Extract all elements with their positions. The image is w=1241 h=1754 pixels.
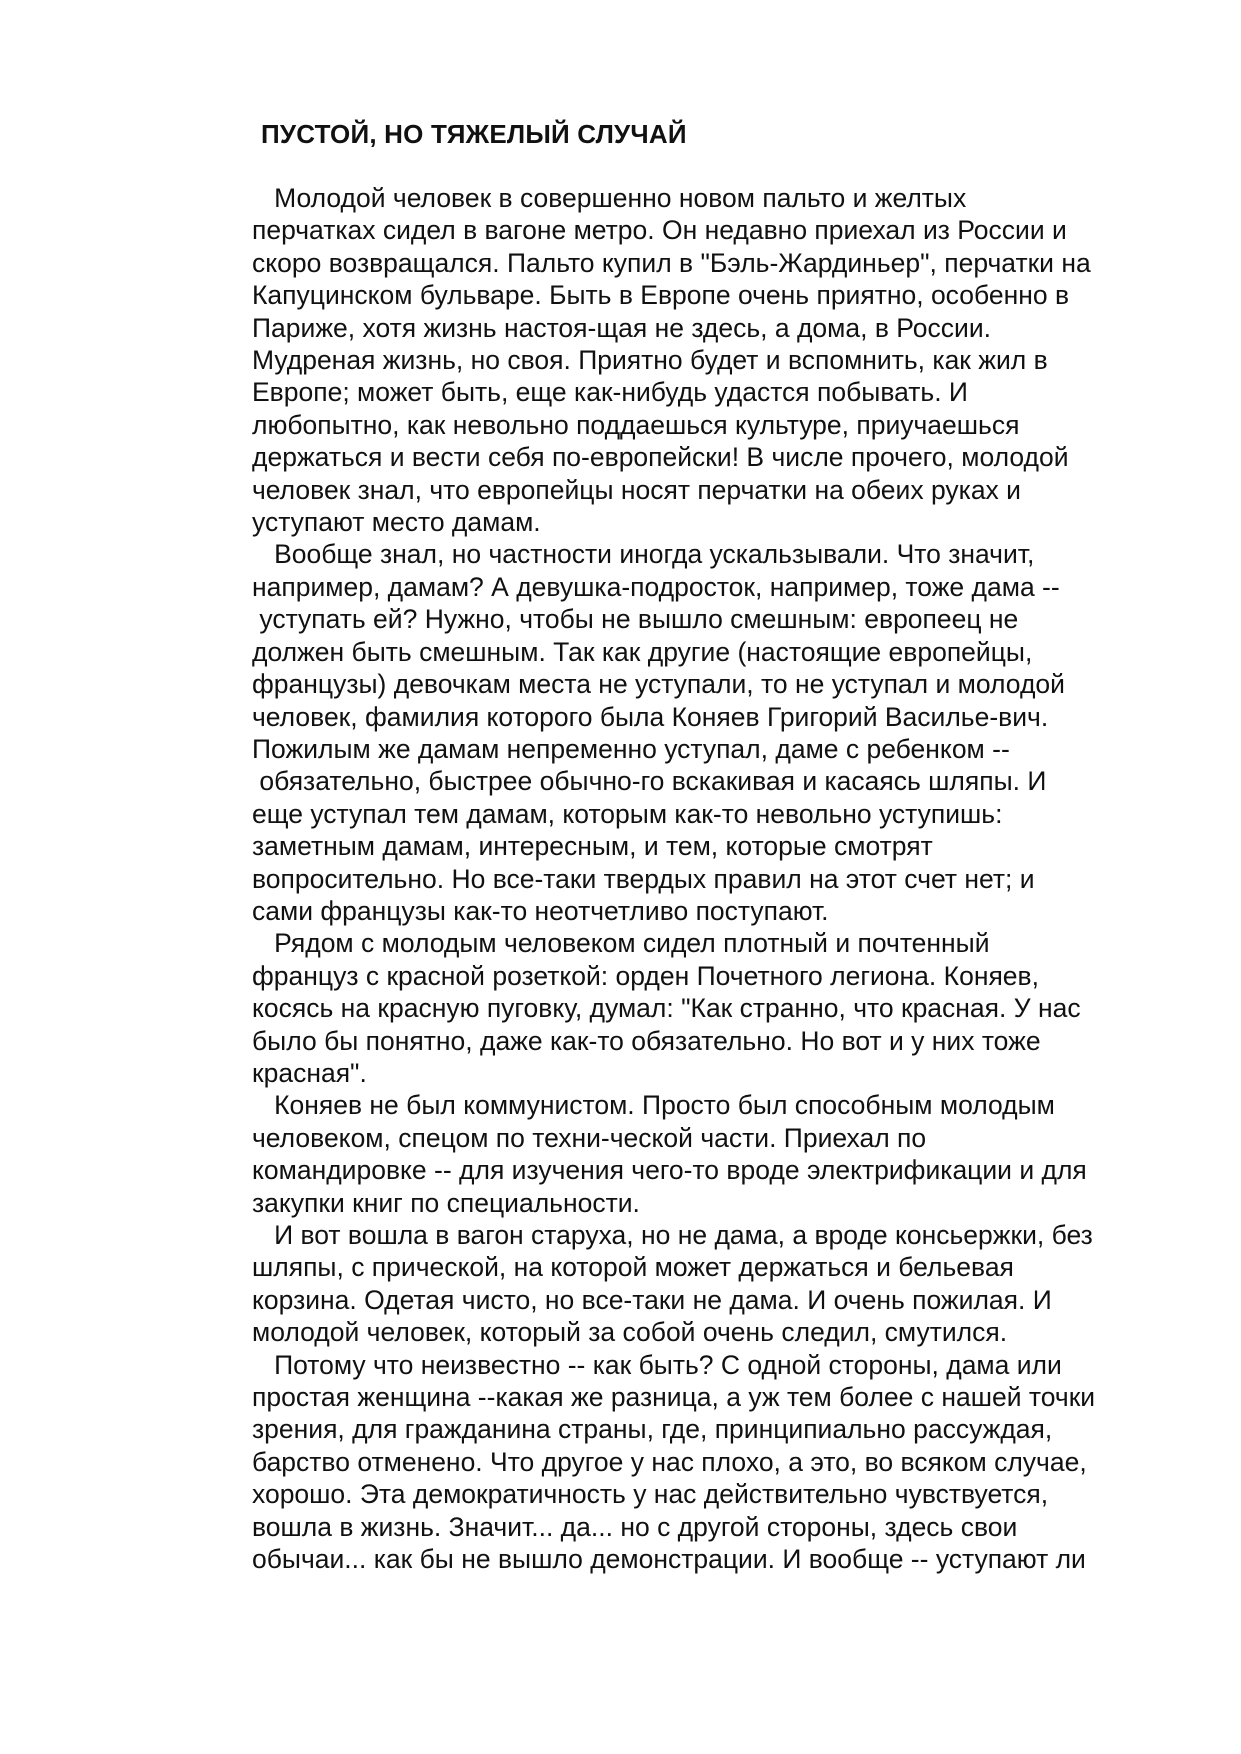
text-line: обязательно, быстрее обычно-го вскакивая и касаясь шляпы. И xyxy=(252,766,1047,797)
text-line: Капуцинском бульваре. Быть в Европе очень приятно, особенно в xyxy=(252,280,1070,311)
text-line: Молодой человек в совершенно новом пальто и желтых xyxy=(252,183,967,213)
text-line: И вот вошла в вагон старуха, но не дама, а вроде консьержки, без xyxy=(252,1220,1093,1250)
text-line: Мудреная жизнь, но своя. Приятно будет и вспомнить, как жил в xyxy=(252,345,1048,376)
text-line: Коняев не был коммунистом. Просто был способным молодым xyxy=(252,1090,1055,1121)
text-line: француз с красной розеткой: орден Почетного легиона. Коняев, xyxy=(252,960,1039,991)
text-line: уступают место дамам. xyxy=(252,507,541,538)
text-line: человек, фамилия которого была Коняев Григорий Василье-вич. xyxy=(252,701,1049,732)
text-line: простая женщина --какая же разница, а уж тем более с нашей точки xyxy=(252,1382,1096,1413)
text-line: зрения, для гражданина страны, где, принципиально рассуждая, xyxy=(252,1414,1053,1445)
text-line: человеком, спецом по техни-ческой части. Приехал по xyxy=(252,1122,927,1153)
text-line: корзина. Одетая чисто, но все-таки не дама. И очень пожилая. И xyxy=(252,1284,1052,1315)
text-line: Рядом с молодым человеком сидел плотный и почтенный xyxy=(252,928,990,959)
text-line: было бы понятно, даже как-то обязательно. Но вот и у них тоже xyxy=(252,1025,1041,1056)
text-line: держаться и вести себя по-европейски! В числе прочего, молодой xyxy=(252,442,1069,473)
text-line: Вообще знал, но частности иногда ускальзывали. Что значит, xyxy=(252,539,1035,570)
document-body xyxy=(252,182,1172,1575)
text-line: Париже, хотя жизнь настоя-щая не здесь, а дома, в России. xyxy=(252,312,992,343)
text-line: вошла в жизнь. Значит... да... но с другой стороны, здесь свои xyxy=(252,1511,1018,1542)
document-title: ПУСТОЙ, НО ТЯЖЕЛЫЙ СЛУЧАЙ xyxy=(261,119,687,149)
text-line: скоро возвращался. Пальто купил в "Бэль-Жардиньер", перчатки на xyxy=(252,247,1091,278)
text-line: любопытно, как невольно поддаешься культуре, приучаешься xyxy=(252,409,1020,440)
text-line: уступать ей? Нужно, чтобы не вышло смешным: европеец не xyxy=(252,604,1019,635)
text-line: молодой человек, который за собой очень следил, смутился. xyxy=(252,1317,1008,1348)
text-line: Потому что неизвестно -- как быть? С одной стороны, дама или xyxy=(252,1349,1062,1380)
text-line: хорошо. Эта демократичность у нас действительно чувствуется, xyxy=(252,1479,1049,1510)
text-line: шляпы, с прической, на которой может держаться и бельевая xyxy=(252,1252,1014,1283)
text-line: еще уступал тем дамам, которым как-то невольно уступишь: xyxy=(252,798,1003,829)
text-line: сами французы как-то неотчетливо поступают. xyxy=(252,895,829,926)
text-line: перчатках сидел в вагоне метро. Он недавно приехал из России и xyxy=(252,215,1067,246)
text-line: красная". xyxy=(252,1057,367,1088)
text-line: должен быть смешным. Так как другие (настоящие европейцы, xyxy=(252,636,1033,667)
text-line: заметным дамам, интересным, и тем, которые смотрят xyxy=(252,831,933,862)
text-line: барство отменено. Что другое у нас плохо, а это, во всяком случае, xyxy=(252,1446,1087,1477)
text-line: косясь на красную пуговку, думал: "Как странно, что красная. У нас xyxy=(252,993,1081,1024)
text-line: человек знал, что европейцы носят перчатки на обеих руках и xyxy=(252,474,1021,505)
text-line: закупки книг по специальности. xyxy=(252,1187,640,1218)
text-line: Европе; может быть, еще как-нибудь удастся побывать. И xyxy=(252,377,968,408)
text-line: французы) девочкам места не уступали, то не уступал и молодой xyxy=(252,669,1065,700)
text-line: Пожилым же дамам непременно уступал, даме с ребенком -- xyxy=(252,733,1010,764)
text-line: например, дамам? А девушка-подросток, например, тоже дама -- xyxy=(252,571,1060,602)
text-line: командировке -- для изучения чего-то вроде электрификации и для xyxy=(252,1155,1087,1186)
text-line: обычаи... как бы не вышло демонстрации. И вообще -- уступают ли xyxy=(252,1544,1086,1575)
text-line: вопросительно. Но все-таки твердых правил на этот счет нет; и xyxy=(252,863,1035,894)
